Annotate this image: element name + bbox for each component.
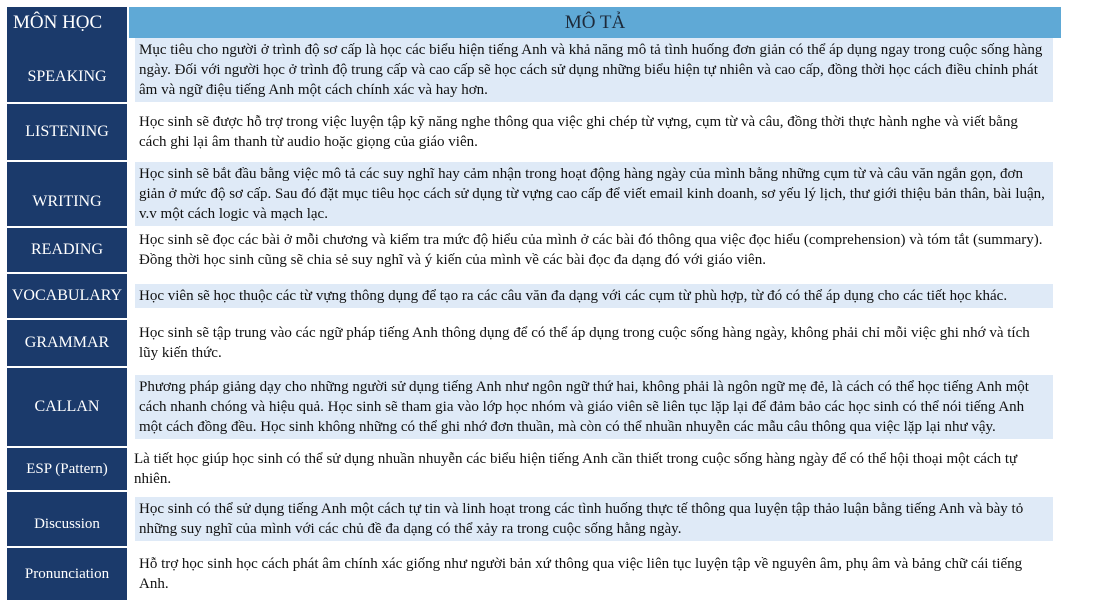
curriculum-table	[7, 7, 1061, 600]
description-text: Học viên sẽ học thuộc các từ vựng thông dụng để tạo ra các câu văn đa dạng với các cụm từ phù hợp, từ đó có thể áp dụng cho các tiết học khác.	[135, 284, 1053, 308]
subject-cell: CALLAN	[7, 368, 127, 446]
description-cell	[127, 492, 1061, 546]
description-cell	[127, 274, 1061, 318]
description-cell	[127, 162, 1061, 226]
table-row	[7, 548, 1061, 600]
description-cell	[127, 368, 1061, 446]
table-body	[7, 38, 1061, 600]
table-header	[7, 7, 1061, 38]
subject-cell: Discussion	[7, 492, 127, 546]
description-text: Học sinh sẽ đọc các bài ở mỗi chương và kiểm tra mức độ hiểu của mình ở các bài đó thông qua việc đọc hiểu (comprehension) và tóm tắt (summary). Đồng thời học sinh cũng sẽ chia sẻ suy nghĩ và ý kiến của mình về các bài đọc đa dạng đó với giáo viên.	[139, 232, 1043, 268]
subject-cell: GRAMMAR	[7, 320, 127, 366]
subject-cell: READING	[7, 228, 127, 272]
subject-cell: SPEAKING	[7, 38, 127, 102]
description-text: Học sinh có thể sử dụng tiếng Anh một cách tự tin và linh hoạt trong các tình huống thực tế thông qua luyện tập thảo luận bằng tiếng Anh và bày tỏ những suy nghĩ của mình với các chủ đề đa dạng có thể xảy ra trong cuộc sống hằng ngày.	[135, 497, 1053, 541]
header-description: MÔ TẢ	[129, 7, 1061, 38]
description-cell	[127, 104, 1061, 160]
description-cell	[127, 448, 1061, 490]
table-row	[7, 368, 1061, 448]
table-row	[7, 228, 1061, 274]
subject-cell: ESP (Pattern)	[7, 448, 127, 490]
description-cell	[127, 548, 1061, 600]
description-cell	[127, 38, 1061, 102]
subject-cell: LISTENING	[7, 104, 127, 160]
header-subject: MÔN HỌC	[7, 7, 127, 38]
subject-cell: Pronunciation	[7, 548, 127, 600]
description-text: Mục tiêu cho người ở trình độ sơ cấp là học các biểu hiện tiếng Anh và khả năng mô tả tình huống đơn giản có thể áp dụng ngay trong cuộc sống hàng ngày. Đối với người học ở trình độ trung cấp và cao cấp sẽ học cách sử dụng những biểu hiện tự nhiên và cao cấp, đồng thời học cách điều chỉnh phát âm và ngữ điệu tiếng Anh một cách chính xác và hay hơn.	[135, 38, 1053, 102]
table-row	[7, 320, 1061, 368]
description-text: Học sinh sẽ tập trung vào các ngữ pháp tiếng Anh thông dụng để có thể áp dụng trong cuộc sống hàng ngày, không phải chỉ mỗi việc ghi nhớ và tích lũy kiến thức.	[139, 325, 1030, 361]
table-row	[7, 492, 1061, 548]
table-row	[7, 104, 1061, 162]
description-text: Học sinh sẽ được hỗ trợ trong việc luyện tập kỹ năng nghe thông qua việc ghi chép từ vựng, cụm từ và câu, đồng thời thực hành nghe và viết bằng cách ghi lại âm thanh từ audio hoặc giọng của giáo viên.	[139, 114, 1018, 150]
table-row	[7, 162, 1061, 228]
description-cell	[127, 228, 1061, 272]
subject-cell: WRITING	[7, 162, 127, 226]
table-row	[7, 274, 1061, 320]
description-text: Học sinh sẽ bắt đầu bằng việc mô tả các suy nghĩ hay cảm nhận trong hoạt động hàng ngày của mình bằng những cụm từ và câu văn ngắn gọn, đơn giản ở mức độ sơ cấp. Sau đó đặt mục tiêu học cách sử dụng từ vựng cao cấp để viết email kinh doanh, sơ yếu lý lịch, thư giới thiệu bản thân, bài luận, v.v một cách logic và mạch lạc.	[135, 162, 1053, 226]
description-text: Phương pháp giảng dạy cho những người sử dụng tiếng Anh như ngôn ngữ thứ hai, không phải là ngôn ngữ mẹ đẻ, là cách có thể học tiếng Anh một cách nhanh chóng và hiệu quả. Học sinh sẽ tham gia vào lớp học nhóm và giáo viên sẽ liên tục lặp lại để đảm bảo các học sinh có thể nói tiếng Anh một cách đồng đều. Học sinh không những có thể ghi nhớ đơn thuần, mà còn có thể nhuần nhuyễn các mẫu câu thông qua việc lặp lại như vậy.	[135, 375, 1053, 439]
subject-cell: VOCABULARY	[7, 274, 127, 318]
description-text: Hỗ trợ học sinh học cách phát âm chính xác giống như người bản xứ thông qua việc liên tục luyện tập về nguyên âm, phụ âm và bảng chữ cái tiếng Anh.	[139, 556, 1023, 592]
table-row	[7, 38, 1061, 104]
description-text: Là tiết học giúp học sinh có thể sử dụng nhuần nhuyễn các biểu hiện tiếng Anh cần thiết trong cuộc sống hàng ngày để có thể hội thoại một cách tự nhiên.	[134, 451, 1018, 487]
description-cell	[127, 320, 1061, 366]
table-row	[7, 448, 1061, 492]
